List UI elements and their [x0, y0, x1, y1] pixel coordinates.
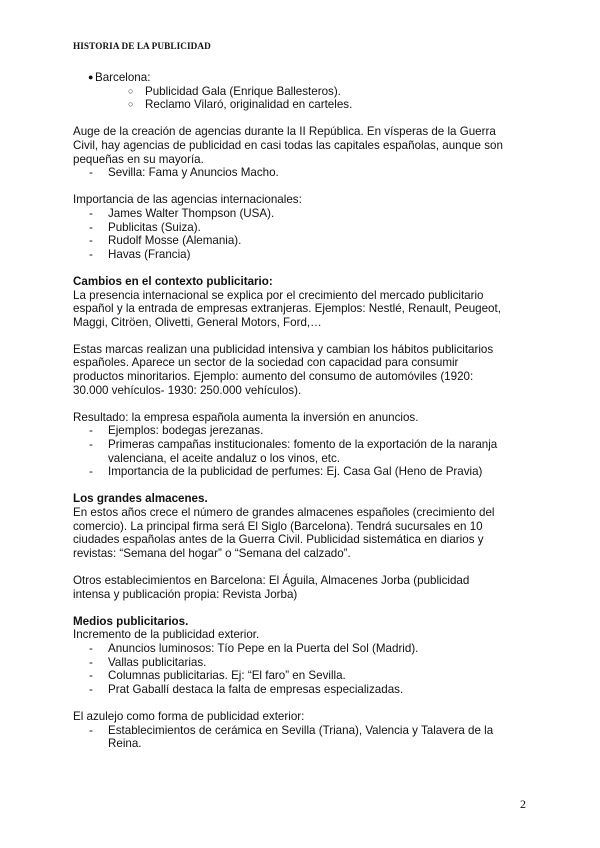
dash-icon: -	[89, 220, 93, 234]
dash-icon: -	[89, 247, 93, 261]
dash-icon: -	[89, 641, 93, 655]
dash-icon: -	[89, 438, 93, 452]
cambios-paragraph-2: Estas marcas realizan una publicidad intensiva y cambian los hábitos publicitarios españoles. Aparece un sector de la sociedad con capacidad para consumir productos minoritarios. Ejemplo: aumento del consumo de automóviles (1920: 30.000 vehículos- 1930: 250.000 vehículos).	[73, 342, 494, 397]
list-item: - Havas (Francia)	[89, 247, 191, 261]
dash-icon: -	[89, 655, 93, 669]
list-item: - Sevilla: Fama y Anuncios Macho.	[89, 166, 279, 180]
medios-intro: Incremento de la publicidad exterior.	[73, 628, 260, 642]
list-item: - Publicitas (Suiza).	[89, 220, 201, 234]
list-item: - Ejemplos: bodegas jerezanas.	[89, 424, 264, 438]
cambios-list	[73, 424, 533, 478]
section-heading: Los grandes almacenes.	[73, 492, 208, 506]
section-heading: Cambios en el contexto publicitario:	[73, 274, 273, 288]
barcelona-list	[73, 71, 533, 85]
circle-bullet-icon: ○	[128, 85, 134, 96]
list-item: - Anuncios luminosos: Tío Pepe en la Puerta del Sol (Madrid).	[89, 641, 419, 655]
medios-list	[73, 642, 533, 696]
section-heading: Medios publicitarios.	[73, 614, 189, 628]
list-item: - Primeras campañas institucionales: fomento de la exportación de la naranja valenciana, el aceite andaluz o los vinos, etc.	[89, 438, 498, 465]
internacionales-list	[73, 207, 533, 261]
list-item: - Columnas publicitarias. Ej: “El faro” en Sevilla.	[89, 669, 346, 683]
cambios-paragraph-1: La presencia internacional se explica por el crecimiento del mercado publicitario español y la entrada de empresas extranjeras. Ejemplos: Nestlé, Renault, Peugeot, Maggi, Citröen, Olivetti, General Motors, Ford,…	[73, 288, 501, 329]
azulejo-list	[73, 724, 533, 751]
page-content	[73, 71, 533, 751]
dash-icon: -	[89, 234, 93, 248]
dash-icon: -	[89, 465, 93, 479]
dash-icon: -	[89, 424, 93, 438]
circle-bullet-icon: ○	[128, 99, 134, 110]
azulejo-intro: El azulejo como forma de publicidad exterior:	[73, 709, 305, 723]
list-item: ○ Publicidad Gala (Enrique Ballesteros).	[128, 84, 341, 98]
almacenes-paragraph-1: En estos años crece el número de grandes almacenes españoles (crecimiento del comercio). La principal firma será El Siglo (Barcelona). Tendrá sucursales en 10 ciudades españolas antes de la Guerra Civil. Publicidad sistemática en diarios y revistas: “Semana del hogar” o “Semana del calzado”.	[73, 506, 495, 560]
dash-icon: -	[89, 723, 93, 737]
cambios-paragraph-3: Resultado: la empresa española aumenta la inversión en anuncios.	[73, 410, 419, 424]
almacenes-paragraph-2: Otros establecimientos en Barcelona: El Águila, Almacenes Jorba (publicidad intensa y publicación propia: Revista Jorba)	[73, 573, 470, 601]
dash-icon: -	[89, 166, 93, 180]
agencias-list	[73, 166, 533, 180]
internacionales-intro: Importancia de las agencias internacionales:	[73, 193, 302, 207]
dash-icon: -	[89, 682, 93, 696]
bullet-icon: ●	[88, 72, 94, 82]
agencias-paragraph: Auge de la creación de agencias durante la II República. En vísperas de la Guerra Civil, hay agencias de publicidad en casi todas las capitales españolas, aunque son pequeñas en su mayoría.	[73, 125, 503, 166]
dash-icon: -	[89, 669, 93, 683]
list-item: ● Barcelona:	[88, 71, 151, 84]
list-item: - Prat Gaballí destaca la falta de empresas especializadas.	[89, 682, 404, 696]
list-item: - Importancia de la publicidad de perfumes: Ej. Casa Gal (Heno de Pravia)	[89, 465, 483, 479]
list-item: - Establecimientos de cerámica en Sevilla (Triana), Valencia y Talavera de la Reina.	[89, 723, 494, 751]
list-item: - Rudolf Mosse (Alemania).	[89, 234, 242, 248]
page-number: 2	[520, 797, 526, 811]
list-item: ○ Reclamo Vilaró, originalidad en carteles.	[128, 98, 353, 112]
running-header: HISTORIA DE LA PUBLICIDAD	[73, 41, 211, 51]
dash-icon: -	[89, 206, 93, 220]
list-item: - James Walter Thompson (USA).	[89, 206, 275, 220]
barcelona-sublist	[73, 85, 533, 112]
list-item: - Vallas publicitarias.	[89, 655, 207, 669]
